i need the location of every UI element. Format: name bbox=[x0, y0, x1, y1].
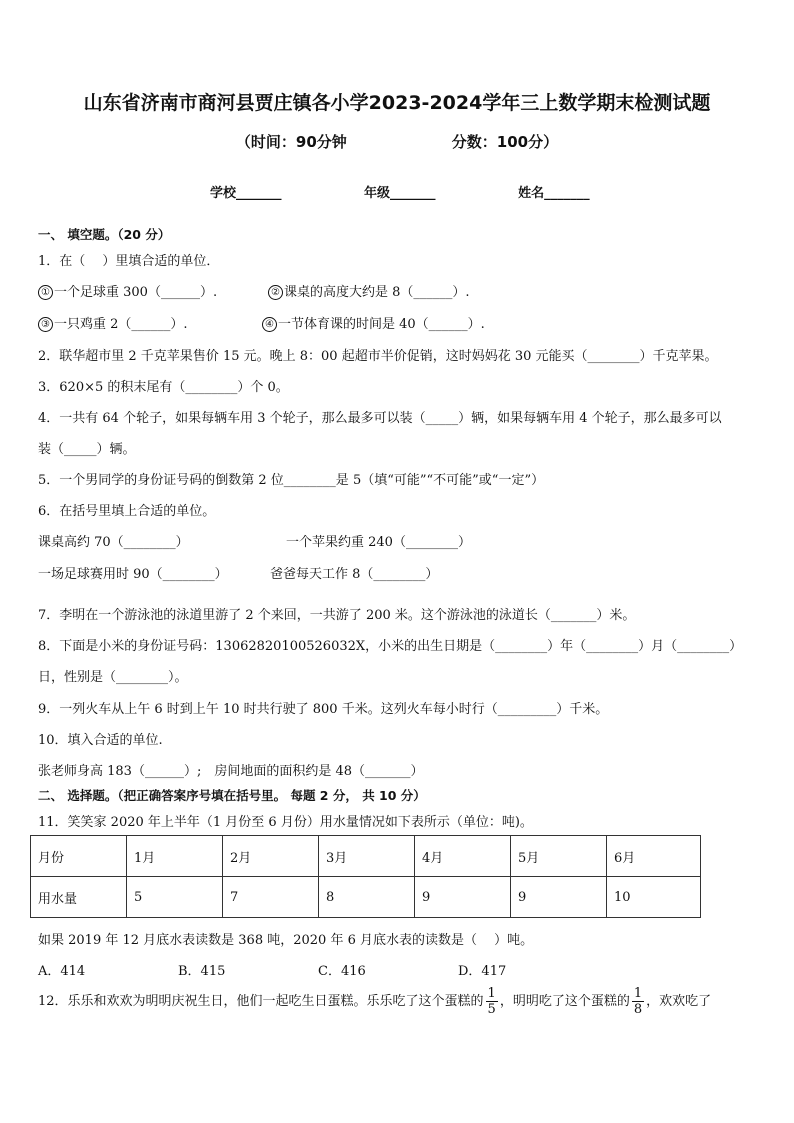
question-1a-text: 一个足球重 300（______）. bbox=[54, 285, 218, 300]
question-6: 6．在括号里填上合适的单位。 bbox=[38, 504, 216, 519]
question-9: 9．一列火车从上午 6 时到上午 10 时共行驶了 800 千米。这列火车每小时行（_________）千米。 bbox=[38, 702, 609, 717]
question-4-line1: 4．一共有 64 个轮子，如果每辆车用 3 个轮子，那么最多可以装（_____）辆，如果每辆车用 4 个轮子，那么最多可以 bbox=[38, 411, 722, 426]
fraction-denominator: 5 bbox=[487, 1002, 496, 1017]
question-10a: 张老师身高 183（______）; 房间地面的面积约是 48（_______） bbox=[38, 764, 424, 779]
table-cell: 用水量 bbox=[31, 877, 127, 918]
table-cell: 9 bbox=[415, 877, 511, 918]
table-cell: 9 bbox=[511, 877, 607, 918]
question-1c bbox=[38, 313, 188, 332]
question-6b: 一个苹果约重 240（________） bbox=[286, 535, 471, 550]
table-cell: 2月 bbox=[223, 836, 319, 877]
table-cell: 5月 bbox=[511, 836, 607, 877]
table-cell: 6月 bbox=[607, 836, 701, 877]
exam-subtitle bbox=[0, 131, 794, 152]
exam-title: 山东省济南市商河县贾庄镇各小学2023-2024学年三上数学期末检测试题 bbox=[83, 92, 711, 114]
water-usage-table bbox=[30, 835, 701, 918]
fraction-numerator: 1 bbox=[487, 986, 496, 1001]
fraction-numerator: 1 bbox=[633, 986, 643, 1001]
grade-field: 年级_______ bbox=[364, 186, 436, 201]
question-12 bbox=[38, 986, 711, 1017]
table-cell: 月份 bbox=[31, 836, 127, 877]
time-limit: （时间：90分钟 bbox=[235, 133, 347, 151]
circled-number-4: ④ bbox=[262, 317, 277, 332]
table-cell: 3月 bbox=[319, 836, 415, 877]
question-1d-text: 一节体育课的时间是 40（______）. bbox=[278, 317, 485, 332]
question-12-text-a: 12．乐乐和欢欢为明明庆祝生日，他们一起吃生日蛋糕。乐乐吃了这个蛋糕的 bbox=[38, 994, 484, 1009]
question-1c-text: 一只鸡重 2（______）. bbox=[54, 317, 188, 332]
question-11-ask: 如果 2019 年 12 月底水表读数是 368 吨，2020 年 6 月底水表的读数是（ ）吨。 bbox=[38, 933, 534, 948]
table-row bbox=[31, 877, 701, 918]
question-11: 11．笑笑家 2020 年上半年（1 月份至 6 月份）用水量情况如下表所示（单位：吨)。 bbox=[38, 815, 533, 830]
section1-heading: 一、 填空题。（20 分） bbox=[38, 227, 171, 242]
question-8-line1: 8．下面是小米的身份证号码：13062820100526032X，小米的出生日期是（________）年（________）月（________） bbox=[38, 639, 743, 654]
question-10: 10．填入合适的单位. bbox=[38, 733, 163, 748]
student-info bbox=[210, 182, 590, 201]
circled-number-1: ① bbox=[38, 285, 53, 300]
table-cell: 4月 bbox=[415, 836, 511, 877]
option-d: D．417 bbox=[458, 964, 507, 979]
total-score: 分数：100分） bbox=[451, 133, 559, 151]
name-field: 姓名_______ bbox=[518, 186, 590, 201]
circled-number-3: ③ bbox=[38, 317, 53, 332]
option-c: C．416 bbox=[318, 964, 366, 979]
school-field: 学校_______ bbox=[210, 186, 282, 201]
fraction-one-eighth bbox=[632, 986, 644, 1017]
table-cell: 7 bbox=[223, 877, 319, 918]
question-12-text-b: ，明明吃了这个蛋糕的 bbox=[499, 994, 630, 1009]
table-row bbox=[31, 836, 701, 877]
option-b: B．415 bbox=[178, 964, 226, 979]
question-1: 1．在（ ）里填合适的单位． bbox=[38, 254, 220, 269]
question-5: 5．一个男同学的身份证号码的倒数第 2 位________是 5（填“可能”“不可能”或“一定”） bbox=[38, 473, 545, 488]
fraction-one-fifth bbox=[486, 986, 498, 1017]
question-1d bbox=[262, 313, 485, 332]
fraction-denominator: 8 bbox=[633, 1002, 643, 1017]
question-3: 3．620×5 的积末尾有（________）个 0。 bbox=[38, 380, 289, 395]
question-6c: 一场足球赛用时 90（________） bbox=[38, 567, 228, 582]
option-a: A．414 bbox=[38, 964, 86, 979]
question-6d: 爸爸每天工作 8（________） bbox=[270, 567, 439, 582]
question-12-text-c: ，欢欢吃了 bbox=[646, 994, 712, 1009]
circled-number-2: ② bbox=[268, 285, 283, 300]
question-8-line2: 日，性别是（________）。 bbox=[38, 670, 188, 685]
question-4-line2: 装（_____）辆。 bbox=[38, 442, 136, 457]
table-cell: 1月 bbox=[127, 836, 223, 877]
table-cell: 5 bbox=[127, 877, 223, 918]
table-cell: 8 bbox=[319, 877, 415, 918]
question-1b-text: 课桌的高度大约是 8（______）. bbox=[284, 285, 470, 300]
question-1a bbox=[38, 281, 217, 300]
question-11-options bbox=[38, 960, 598, 979]
question-1b bbox=[268, 281, 470, 300]
question-2: 2．联华超市里 2 千克苹果售价 15 元。晚上 8：00 起超市半价促销，这时妈妈花 30 元能买（________）千克苹果。 bbox=[38, 349, 718, 364]
table-cell: 10 bbox=[607, 877, 701, 918]
section2-heading: 二、 选择题。（把正确答案序号填在括号里。 每题 2 分， 共 10 分） bbox=[38, 788, 426, 803]
question-6a: 课桌高约 70（________） bbox=[38, 535, 189, 550]
question-7: 7．李明在一个游泳池的泳道里游了 2 个来回，一共游了 200 米。这个游泳池的泳道长（_______）米。 bbox=[38, 608, 636, 623]
